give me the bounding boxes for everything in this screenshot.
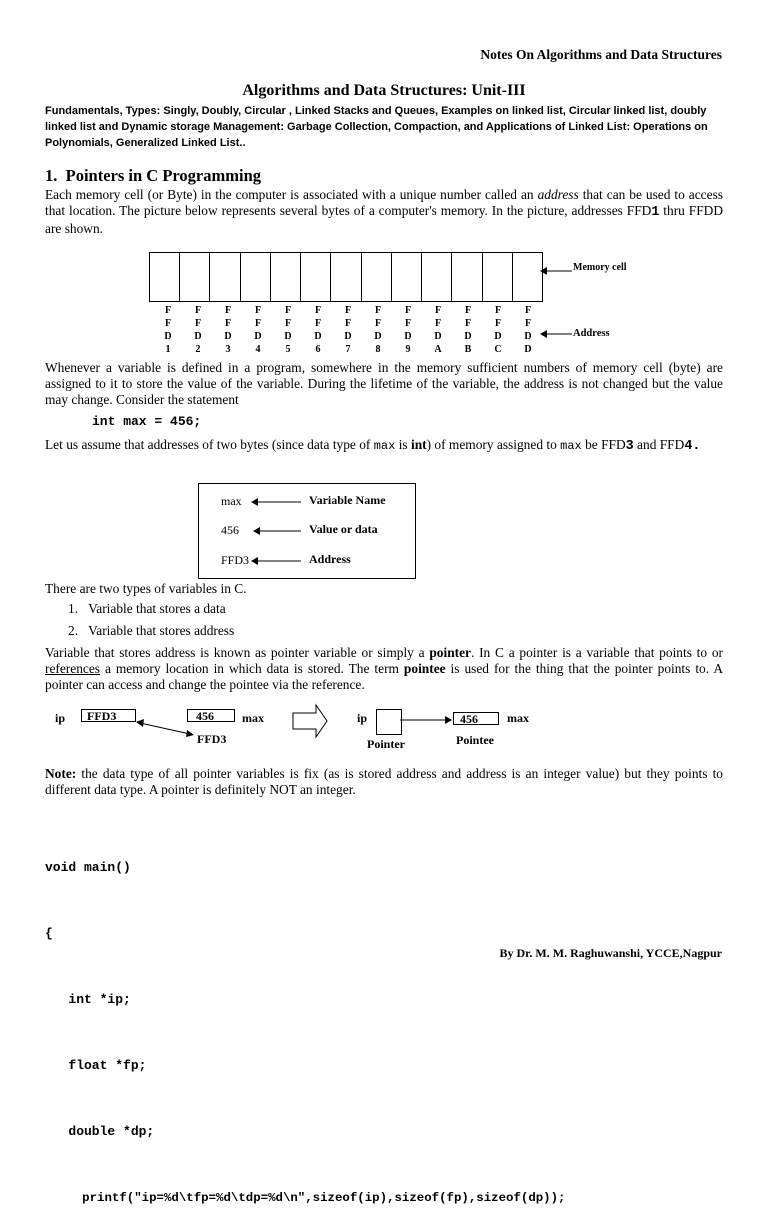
var-name-label: Variable Name bbox=[309, 493, 386, 507]
memory-cell bbox=[210, 253, 240, 301]
list-item: 2. Variable that stores address bbox=[68, 623, 235, 638]
address-ffdc: F F D C bbox=[494, 305, 502, 355]
address-ffd9: F F D 9 bbox=[404, 305, 412, 355]
max-label-2: max bbox=[507, 711, 529, 725]
code-line: printf("ip=%d\tfp=%d\tdp=%d\n",sizeof(ip),sizeof(fp),sizeof(dp)); bbox=[45, 1191, 566, 1205]
list-item: 1. Variable that stores a data bbox=[68, 601, 226, 616]
code-line: float *fp; bbox=[45, 1058, 147, 1073]
page-title: Algorithms and Data Structures: Unit-III bbox=[242, 82, 526, 99]
page-footer: By Dr. M. M. Raghuwanshi, YCCE,Nagpur bbox=[499, 946, 722, 960]
pointee-label: Pointee bbox=[456, 733, 494, 747]
address-row bbox=[153, 304, 543, 356]
address-ffd8: F F D 8 bbox=[374, 305, 382, 355]
memory-cell bbox=[271, 253, 301, 301]
var-address-value: FFD3 bbox=[221, 553, 250, 567]
memory-cell bbox=[422, 253, 452, 301]
section-title: Pointers in C Programming bbox=[65, 166, 262, 185]
code-line: int *ip; bbox=[45, 992, 131, 1007]
address-ffd6: F F D 6 bbox=[314, 305, 322, 355]
pointer-figure bbox=[0, 700, 768, 760]
memory-cell bbox=[452, 253, 482, 301]
page-header: Notes On Algorithms and Data Structures bbox=[480, 47, 722, 62]
var-data-label: Value or data bbox=[309, 522, 378, 536]
code-block bbox=[45, 813, 566, 1231]
memory-cell bbox=[180, 253, 210, 301]
address-ffdb: F F D B bbox=[464, 305, 472, 355]
paragraph-address: Let us assume that addresses of two bytes (since data type of max is int) of memory assigned to max be FFD3 and FFD4. bbox=[45, 437, 701, 454]
ip-label-2: ip bbox=[357, 711, 368, 725]
var-arrows bbox=[249, 494, 305, 574]
address-label: Address bbox=[573, 328, 610, 339]
paragraph-pointer: Variable that stores address is known as pointer variable or simply a pointer. In C a pointer is a variable that points to or references a memory location in which data is stored. The term pointee is used for the thing that the pointer points to. A pointer can access and change the pointee via the reference. bbox=[45, 645, 724, 692]
code-line: double *dp; bbox=[45, 1124, 155, 1139]
max-label: max bbox=[242, 711, 264, 725]
address-ffd3: F F D 3 bbox=[224, 305, 232, 355]
memory-figure bbox=[149, 252, 543, 302]
memory-cell bbox=[331, 253, 361, 301]
note-paragraph: Note: the data type of all pointer variables is fix (as is stored address and address is an integer value) but they points to different data type. A pointer is definitely NOT an integer. bbox=[45, 766, 723, 797]
statement-code: int max = 456; bbox=[92, 414, 202, 429]
address-ffd2: F F D 2 bbox=[194, 305, 202, 355]
section-heading bbox=[45, 166, 261, 186]
code-line: { bbox=[45, 926, 53, 941]
address-ffdd: F F D D bbox=[524, 305, 532, 355]
types-list bbox=[68, 601, 234, 639]
memory-cell bbox=[362, 253, 392, 301]
max-box: 456 bbox=[187, 709, 235, 722]
var-data-value: 456 bbox=[221, 523, 239, 537]
section-number: 1. bbox=[45, 166, 58, 185]
ip-label: ip bbox=[55, 711, 66, 725]
address-ffda: F F D A bbox=[434, 305, 442, 355]
code-line: void main() bbox=[45, 860, 131, 875]
pointee-box: 456 bbox=[453, 712, 499, 725]
pointer-label: Pointer bbox=[367, 737, 405, 751]
address-ffd1: F F D 1 bbox=[164, 305, 172, 355]
var-address-label: Address bbox=[309, 552, 351, 566]
variable-box bbox=[198, 483, 416, 579]
memory-cell-label: Memory cell bbox=[573, 262, 627, 273]
max-address: FFD3 bbox=[197, 732, 227, 746]
types-intro: There are two types of variables in C. bbox=[45, 581, 247, 596]
ip-box: FFD3 bbox=[81, 709, 136, 722]
unit-topics: Fundamentals, Types: Singly, Doubly, Circular , Linked Stacks and Queues, Examples on linked list, Circular linked list, doubly linked list and Dynamic storage Management: Garbage Collection, Compaction, and Applications of Linked List: Operations on Polynomials, Generalized Linked List.. bbox=[45, 105, 708, 149]
memory-cell bbox=[392, 253, 422, 301]
var-name-value: max bbox=[221, 494, 242, 508]
address-ffd7: F F D 7 bbox=[344, 305, 352, 355]
memory-cell bbox=[150, 253, 180, 301]
memory-cell bbox=[241, 253, 271, 301]
memory-arrows bbox=[538, 262, 572, 344]
paragraph-variable: Whenever a variable is defined in a program, somewhere in the memory sufficient numbers of memory cell (byte) are assigned to it to store the value of the variable. During the lifetime of the variable, the address is not changed but the value may change. Consider the statement bbox=[45, 360, 723, 407]
pointer-box bbox=[376, 709, 402, 735]
address-ffd5: F F D 5 bbox=[284, 305, 292, 355]
memory-cell bbox=[483, 253, 513, 301]
memory-cell bbox=[301, 253, 331, 301]
address-ffd4: F F D 4 bbox=[254, 305, 262, 355]
paragraph-intro: Each memory cell (or Byte) in the computer is associated with a unique number called an address that can be used to access that location. The picture below represents several bytes of a computer's memory. In the picture, addresses FFD1 thru FFDD are shown. bbox=[45, 187, 723, 236]
